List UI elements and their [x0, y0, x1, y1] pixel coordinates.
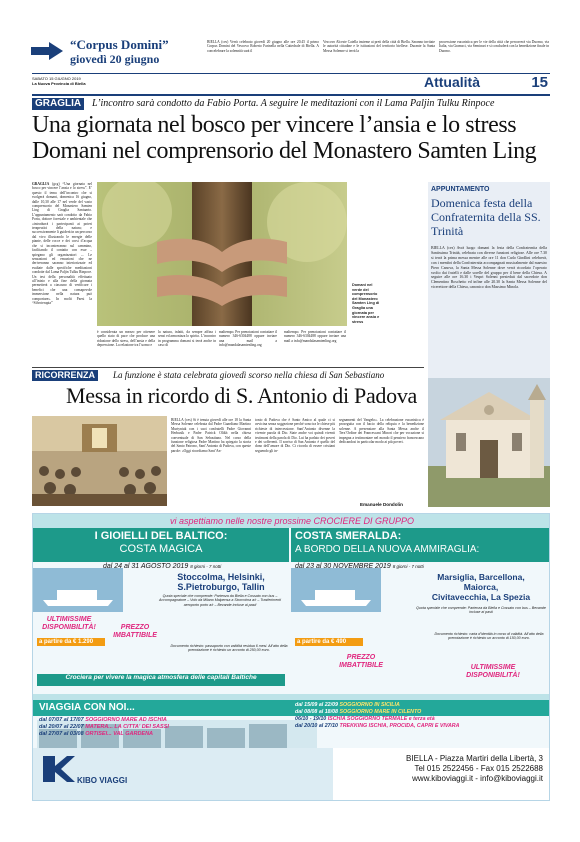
mass-photo	[32, 416, 167, 506]
appuntamento-box	[428, 182, 550, 507]
box-body: BIELLA (ces) Avrà luogo domani la festa della Confraternita della Santissima Trinità, celebrata con diverse funzioni religiose. Alle ore 7.30 si terrà la prima messa mentre alle ore 11 don Carlo Gindlini celebrerà, con i membri della Confraternita accompagnati musicalmente dal maestro Piero Canova, la Santa Messa Solenne dove verrà ricordato l’operato svolto dai fratelli e dalle sorelle del gruppo per il bene della Chiesa. A seguire alle ore 16.30 i Vespri Solenni presieduti dal sacerdote don Clementino Boschetto ed infine alle 20.30 la Santa Messa Solenne del vicerettore della Chiesa, canonico don Massimo Minola.	[431, 246, 547, 290]
page-number: 15	[531, 74, 548, 91]
promo-text-col2: Vescovo Alceste Catella insieme ai preti della città di Biella. Saranno invitate le autorità cittadine e le istituzioni del territorio biellese. Durante la Santa Messa Solenne si terrà la	[323, 40, 435, 53]
section-name: Attualità	[424, 74, 480, 90]
story1-headlines	[32, 112, 550, 164]
left-price: a partire da € 1.290	[37, 638, 105, 646]
right-cities3: Civitavecchia, La Spezia	[431, 592, 531, 602]
story1-photo	[97, 182, 347, 326]
promo-text-col1: BIELLA (ces) Verrà celebrato giovedì 20 giugno alle ore 20.45 il primo Corpus Domini del Vescovo Roberto Farinella nella Cattedrale di Biella. A concelebrare la solennità sarà il	[207, 40, 319, 53]
promo-title: “Corpus Domini”	[70, 37, 169, 52]
story1-col2: è considerata un mezzo per ottenere quello stato di pace che produce una riduzione dello stress, dell’ansia e della depressione. La relazione tra l’uomo e	[97, 330, 155, 348]
story2-deck: La funzione è stata celebrata giovedì scorso nella chiesa di San Sebastiano	[113, 370, 385, 380]
viaggia-item: dal 07/07 al 17/07 SOGGIORNO MARE AD ISCHIA	[39, 717, 167, 723]
left-desc: Quota speciale che comprende: Partenza da Biella e Cossato con bus – Accompagnatore – Volo da Milano Malpensa a Stoccolma a/r – Trasferimenti aeroporto porto a/r – Bevande incluse ai pasti	[158, 594, 282, 607]
left-cruise-dates	[103, 563, 221, 570]
left-tagline: Crociera per vivere la magica atmosfera delle capitali Baltiche	[65, 674, 257, 681]
right-cities2: Maiorca,	[463, 582, 499, 592]
story1-col4: maltempo. Per prenotazioni contattare il numero 346-6304488 oppure inviare una mail a info@mandalasamtenling.org	[219, 330, 277, 348]
right-cruise-title	[295, 530, 550, 556]
masthead-date: SABATO 15 GIUGNO 2019	[32, 76, 81, 81]
left-cruise-title1: I GIOIELLI DEL BALTICO:	[94, 530, 228, 542]
kibo-logo-icon	[41, 754, 77, 784]
promo-subtitle: giovedì 20 giugno	[70, 52, 160, 66]
right-ultimi: ULTIMISSIME DISPONIBILITÀ!	[466, 664, 520, 679]
left-cruise-title	[33, 530, 289, 556]
viaggia-item: 06/10 - 19/10 ISCHIA SOGGIORNO TERMALE e terza età	[295, 716, 435, 722]
viaggia-list2	[295, 702, 549, 730]
left-cities	[153, 572, 289, 592]
right-desc: Quota speciale che comprende: Partenza da Biella e Cossato con bus – Bevande incluse ai pasti	[416, 606, 546, 615]
story1-headline: Una giornata nel bosco per vincere l’ansia e lo stress	[32, 112, 517, 138]
viaggia-title: VIAGGIA CON NOI...	[39, 702, 135, 713]
right-cruise-dates	[295, 563, 424, 570]
right-cruise-title2: A BORDO DELLA NUOVA AMMIRAGLIA:	[295, 544, 480, 555]
story2-col2: tonio di Padova che è Santo Amico al quale ci si avvicina senza soggezione perché sono tra le chiese più richieste di intercessione. Sant’Antonio divenne la vivente parola di Dio. Siate anche voi quindi viventi testimoni della parola di Dio. Lui ha parlato dei poveri e dei sofferenti. Il sorriso di San Antonio è quello del dono dell’amore di Dio. Ci ricorda di essere cristiani seguendo gli in-	[255, 418, 335, 453]
right-doc: Documento richiesto: carta d’identità in corso di validità. All’atto della prenotazione è richiesto un acconto di 150,00 euro.	[434, 632, 544, 641]
story2-deckline	[32, 369, 424, 383]
story2-byline: Emanuele Dondolin	[360, 502, 403, 507]
box-title: Domenica festa della Confraternita della SS. Trinità	[431, 196, 541, 238]
ad-banner: vi aspettiamo nelle nostre prossime CROCIERE DI GRUPPO	[169, 516, 415, 526]
right-dates: dal 23 al 30 NOVEMBRE 2019	[295, 563, 391, 570]
masthead-meta	[32, 76, 86, 86]
story1-col1-text: (gcg) “Una giornata nel bosco per vincere l’ansia e lo stress”. E’ questo il tema dell’incontro che si svolgerà domani, domenica 16 giugno, dalle 10,30 alle 17 nel verde del vasto comprensorio del Monastero Samten Ling di Graglia Santuario. L’appuntamento sarà condotto da Fabio Porta, dottore forestale e ambientale che «introdurrà i partecipanti ai poteri terapeutici della natura; e successivamente li guiderà in un percorso dal vivo illustrando le energie delle piante, delle rocce e dei corsi d’acqua che si incontreranno sul cammino, facilitando il contatto con esse – spiegano gli organizzatori –. Le sensazioni ed emozioni che ne deriveranno saranno interiorizzate ed esaltate dalle specifiche meditazioni condotte dal Lama Paljin Tulku Rinpoce. Un test della personalità effettuato all’inizio e alla fine della giornata permetterà a ciascuno di verificare i benefici che una consapevole immersione nella natura può comportare». In molti Paesi la “Silvoterapia”	[32, 182, 92, 305]
masthead-paper: La Nuova Provincia di Biella	[32, 81, 86, 86]
section-header	[420, 73, 550, 93]
right-duration: 8 giorni - 7 notti	[392, 564, 424, 569]
arrow-right-icon	[31, 42, 63, 60]
viaggia-item: dal 20/10 al 27/10 TREKKING ISCHIA, PROCIDA, CAPRI E VIVARA	[295, 723, 460, 729]
story2-headline: Messa in ricordo di S. Antonio di Padova	[66, 383, 417, 408]
ad-contacts	[343, 754, 543, 784]
viaggia-item: dal 27/07 al 03/08 ORTISEI... VAL GARDENA	[39, 731, 154, 737]
ad-web: www.kiboviaggi.it - info@kiboviaggi.it	[412, 774, 543, 783]
left-cruise-title2: COSTA MAGICA	[119, 543, 203, 555]
story1-kicker: GRAGLIA	[32, 98, 84, 110]
promo-text-col3: processione eucaristica per le vie della città che percorrerà via Duomo, via Italia, via Gramsci, via Seminari e si concluderà con la benedizione finale in Duomo.	[439, 40, 549, 53]
viaggia-item: dal 15/09 al 22/09 SOGGIORNO IN SICILIA	[295, 702, 400, 708]
ad-address: BIELLA - Piazza Martiri della Libertà, 3	[406, 754, 543, 763]
left-cities2: S.Pietroburgo, Tallin	[177, 582, 265, 592]
ad-brand: KIBO VIAGGI	[77, 776, 128, 785]
story1-deckline	[32, 97, 550, 111]
left-doc: Documento richiesto: passaporto con validità residua 6 mesi. All’atto della prenotazione è richiesto un acconto di 250,00 euro.	[170, 644, 288, 653]
viaggia-item: dal 08/08 al 18/08 SOGGIORNO MARE IN CILENTO	[295, 709, 422, 715]
left-dates: dal 24 al 31 AGOSTO 2019	[103, 563, 189, 570]
story2-kicker: RICORRENZA	[32, 370, 98, 381]
left-cities1: Stoccolma, Helsinki,	[177, 572, 265, 582]
left-ultimi: ULTIMISSIME DISPONIBILITÀ!	[42, 616, 96, 631]
box-kicker: APPUNTAMENTO	[431, 186, 490, 193]
right-price: a partire da € 490	[295, 638, 363, 646]
right-cities	[413, 572, 549, 602]
story2-col3: segnamenti del Vangelo». La celebrazione eucaristica è proseguita con il bacio della reliquia e la benedizione solenne. A presenziare alla Santa Messa anche il Terz’Ordine dei Francescani Minori che per vocazione si impegna a testimoniare nel mondo il pensiero francescano dedicandosi in particolar modo ai più poveri.	[339, 418, 424, 445]
viaggia-list1	[39, 717, 289, 738]
right-cities1: Marsiglia, Barcellona,	[437, 572, 525, 582]
right-cruise-title1: COSTA SMERALDA:	[295, 530, 402, 542]
promo-block	[70, 38, 169, 66]
church-photo	[428, 378, 550, 507]
story1-deck: L’incontro sarà condotto da Fabio Porta. A seguire le meditazioni con il Lama Paljin Tulku Rinpoce	[92, 98, 495, 109]
story1-col3: la natura, infatti, da sempre affina i sensi ed armonizza lo spirito. L’incontro in programma domani si terrà anche in caso di	[158, 330, 216, 348]
story1-col5: maltempo. Per prenotazioni contattare il numero 346-6304488 oppure inviare una mail a info@mandalasamtenling.org	[284, 330, 346, 343]
right-prezzo: PREZZO IMBATTIBILE	[339, 654, 383, 669]
story1-col1	[32, 182, 92, 362]
ad-phone: Tel 015 2522456 - Fax 015 2522688	[414, 764, 543, 773]
story1-subheadline: Domani nel comprensorio del Monastero Samten Ling	[32, 138, 537, 164]
story1-col1-lead: GRAGLIA	[32, 182, 50, 186]
left-duration: 8 giorni - 7 notti	[190, 564, 222, 569]
story2-col1: BIELLA (ces) Si è tenuta giovedì alle ore 18 la Santa Messa Solenne celebrata dal Padre Guardiano Martino Murtyniuk con i suoi confratelli Padre Giovanni Herhusik e Padre Patrick Olikh nella chiesa conventuale di San Sebastiano. Nel corso della funzione religiosa Padre Martino ha spiegato la storia del Santo Patrono, Sant’Antonio di Padova, con queste parole: «Oggi ricordiamo Sant’An-	[171, 418, 251, 453]
tree-hug-photo	[97, 182, 347, 326]
kibo-viaggi-ad	[32, 513, 550, 801]
story1-caption: Domani nel verde del comprensorio del Monastero Samten Ling di Graglia una giornata per vincere ansia e stress	[352, 283, 380, 324]
left-prezzo: PREZZO IMBATTIBILE	[113, 624, 157, 639]
viaggia-item: dal 20/07 al 22/07 MATERA... LA CITTA' DEI SASSI	[39, 724, 169, 730]
